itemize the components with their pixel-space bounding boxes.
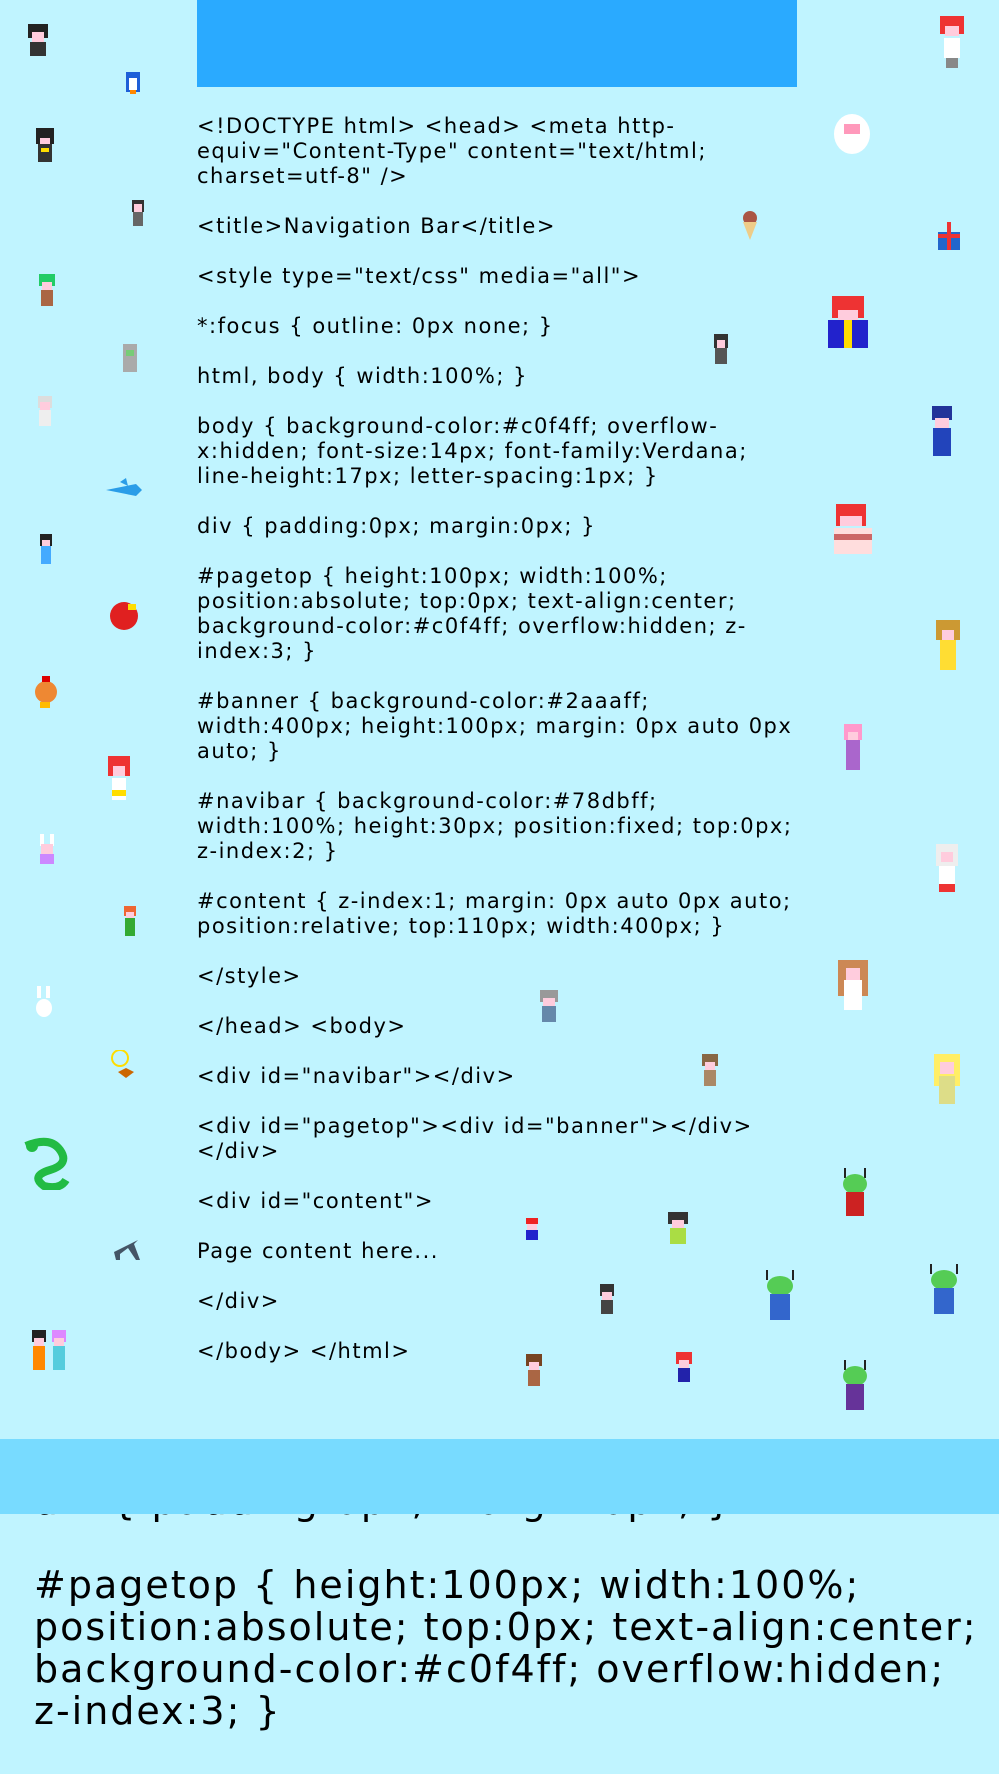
code-content (197, 114, 797, 1389)
bunny-girl-sprite (36, 834, 58, 866)
alien-sprite-2 (762, 1270, 798, 1322)
witch-girl-sprite (24, 24, 52, 58)
long-hair-girl-sprite (836, 960, 870, 1012)
airplane-sprite (110, 1232, 142, 1264)
code-line: #pagetop { height:100px; width:100%; position:absolute; top:0px; text-align:center; background-color:#c0f4ff; overflow:hidden; z-index:3; } (197, 564, 747, 663)
code-line: body { background-color:#c0f4ff; overflow-x:hidden; font-size:14px; font-family:Verdana; line-height:17px; letter-spacing:1px; } (197, 414, 748, 488)
code-line: <div id="navibar"></div> (197, 1064, 516, 1088)
red-bird-sprite (106, 596, 142, 634)
white-hood-sprite (934, 844, 960, 894)
red-kid-sprite (674, 1352, 694, 1384)
green-hair-boy-sprite (38, 274, 56, 308)
present-sprite (936, 222, 962, 252)
zoomed-code-line: #pagetop { height:100px; width:100%; position:absolute; top:0px; text-align:center; background-color:#c0f4ff; overflow:hidden; z-index:3; } (34, 1563, 978, 1733)
alien-sprite-3 (926, 1264, 962, 1316)
green-dragon-sprite (20, 1136, 72, 1190)
red-hair-girl-sprite (106, 756, 132, 806)
alien-sprite-4 (838, 1360, 872, 1412)
code-line: #banner { background-color:#2aaaff; width:400px; height:100px; margin: 0px auto 0px auto; } (197, 689, 793, 763)
gift-kid-sprite (824, 296, 872, 350)
dark-hair-girl-sprite (130, 200, 146, 228)
code-line: div { padding:0px; margin:0px; } (197, 514, 596, 538)
brown-kid-sprite (700, 1054, 720, 1088)
bee-girl-sprite (666, 1212, 690, 1246)
blue-girl-sprite (38, 534, 54, 566)
code-line: <style type="text/css" media="all"> (197, 264, 642, 288)
code-line: <div id="pagetop"><div id="banner"></div></div> (197, 1114, 753, 1163)
brown-boy-sprite (524, 1354, 544, 1388)
rooster-sprite (32, 676, 60, 710)
code-line: <!DOCTYPE html> <head> <meta http-equiv="Content-Type" content="text/html; charset=utf-8" /> (197, 114, 707, 188)
code-line: #content { z-index:1; margin: 0px auto 0px auto; position:relative; top:110px; width:400px; } (197, 889, 792, 938)
banner (197, 0, 797, 87)
code-line: <div id="content"> (197, 1189, 434, 1213)
robot-sprite (120, 344, 140, 374)
code-line: </style> (197, 964, 302, 988)
yellow-hair-girl-sprite (932, 1054, 962, 1106)
code-line: #navibar { background-color:#78dbff; width:100%; height:30px; position:fixed; top:0px; z-index:2; } (197, 789, 793, 863)
butterfly-sprite (110, 1050, 144, 1082)
penguin-sprite (124, 70, 142, 96)
navibar (0, 1439, 999, 1514)
dark-kid-sprite (598, 1284, 616, 1316)
code-line: </head> <body> (197, 1014, 407, 1038)
sheep-sprite (832, 112, 872, 158)
code-line: Page content here... (197, 1239, 439, 1263)
couple-sprite (30, 1330, 70, 1374)
dark-girl-sprite (712, 334, 730, 366)
grey-kid-sprite (538, 990, 560, 1024)
pink-girl-sprite (842, 724, 864, 772)
blonde-girl-sprite (934, 620, 962, 672)
zoomed-code-content (34, 1480, 984, 1774)
code-line: <title>Navigation Bar</title> (197, 214, 556, 238)
mario-sprite (524, 1218, 540, 1240)
code-line: </div> (197, 1289, 280, 1313)
swordfish-sprite (106, 478, 142, 502)
alien-sprite (838, 1168, 872, 1218)
code-line: *:focus { outline: 0px none; } (197, 314, 554, 338)
code-line: html, body { width:100%; } (197, 364, 528, 388)
small-boy-sprite (122, 906, 138, 938)
blue-cap-boy-sprite (928, 406, 956, 458)
code-line: </body> </html> (197, 1339, 411, 1363)
cake-kid-sprite (830, 504, 874, 556)
white-rabbit-sprite (34, 986, 54, 1018)
ice-cream-sprite (740, 210, 760, 242)
old-man-sprite (36, 396, 54, 428)
batman-sprite (34, 128, 56, 166)
red-hair-boy-sprite (938, 16, 966, 70)
